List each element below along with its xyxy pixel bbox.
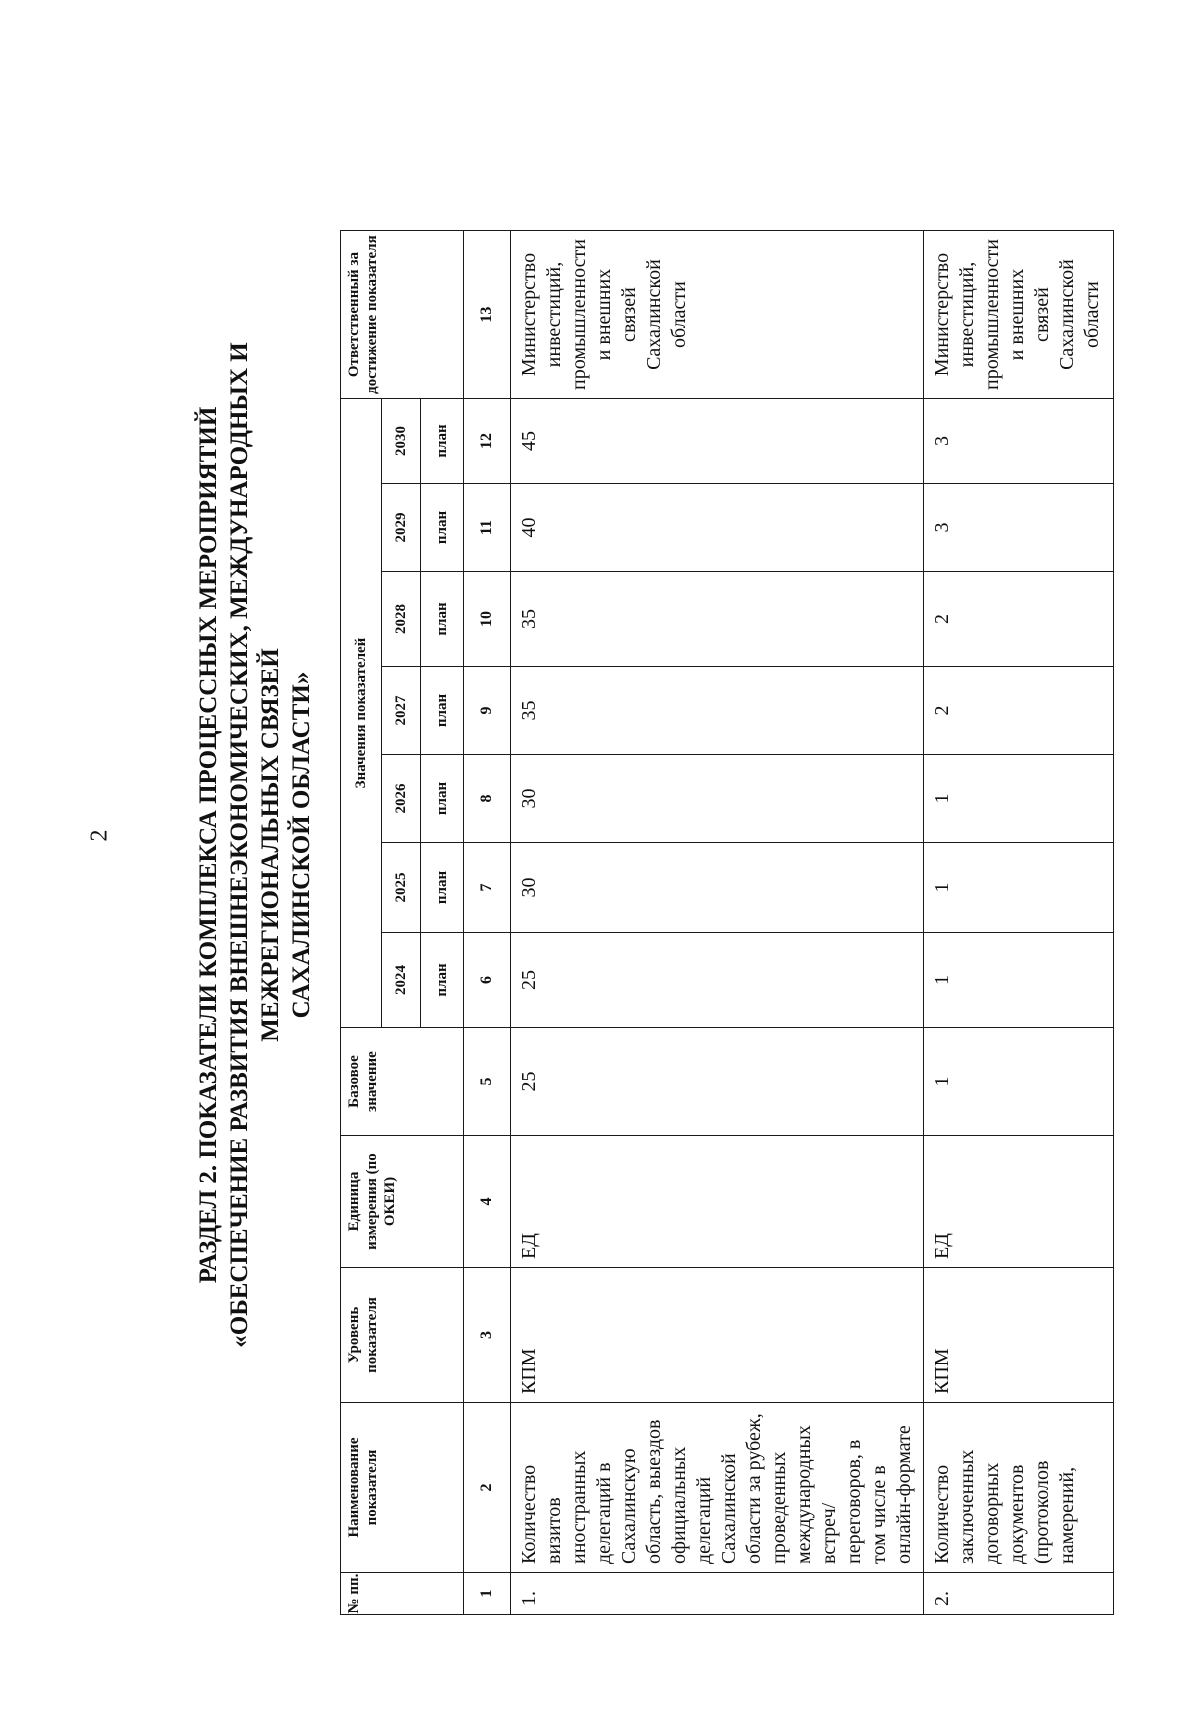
col-number: 10 [464, 572, 511, 667]
indicators-table [340, 230, 1114, 1615]
col-number: 4 [464, 1136, 511, 1268]
indicators-table-wrap [340, 230, 1114, 1615]
col-number: 5 [464, 1028, 511, 1136]
header-level: Уровень показателя [341, 1268, 464, 1403]
plan-label: план [421, 843, 464, 933]
header-year-2029: 2029 [382, 484, 421, 572]
column-number-row [464, 231, 511, 1615]
row-level: КПМ [511, 1268, 924, 1403]
row-num: 1. [511, 1573, 924, 1615]
header-responsible: Ответственный за достижение показателя [341, 231, 464, 399]
title-line-3: МЕЖРЕГИОНАЛЬНЫХ СВЯЗЕЙ [257, 648, 284, 1042]
row-value-2029: 3 [924, 484, 1114, 572]
header-year-2024: 2024 [382, 933, 421, 1028]
row-name: Количество визитов иностранных делегаций в Сахалинскую область, выездов официальных делегаций Сахалинской области за рубеж, проведенных международных встреч/переговоров, в том числе в онлайн-формате [511, 1403, 924, 1573]
col-number: 6 [464, 933, 511, 1028]
title-line-2: «ОБЕСПЕЧЕНИЕ РАЗВИТИЯ ВНЕШНЕЭКОНОМИЧЕСКИХ, МЕЖДУНАРОДНЫХ И [226, 342, 253, 1348]
plan-label: план [421, 667, 464, 755]
col-number: 2 [464, 1403, 511, 1573]
row-unit: ЕД [924, 1136, 1114, 1268]
col-number: 8 [464, 755, 511, 843]
header-year-2026: 2026 [382, 755, 421, 843]
plan-label: план [421, 484, 464, 572]
row-name: Количество заключенных договорных документов (протоколов намерений, [924, 1403, 1114, 1573]
col-number: 13 [464, 231, 511, 399]
plan-label: план [421, 933, 464, 1028]
row-value-2024: 25 [511, 933, 924, 1028]
row-value-2028: 35 [511, 572, 924, 667]
table-row [924, 231, 1114, 1615]
page-number: 2 [86, 829, 113, 842]
row-value-2027: 2 [924, 667, 1114, 755]
col-number: 3 [464, 1268, 511, 1403]
row-responsible: Министерство инвестиций, промышленности и внешних связей Сахалинской области [511, 231, 924, 399]
row-value-2030: 3 [924, 399, 1114, 484]
plan-label: план [421, 572, 464, 667]
col-number: 11 [464, 484, 511, 572]
row-responsible: Министерство инвестиций, промышленности и внешних связей Сахалинской области [924, 231, 1114, 399]
plan-label: план [421, 755, 464, 843]
row-base: 1 [924, 1028, 1114, 1136]
row-base: 25 [511, 1028, 924, 1136]
row-value-2026: 30 [511, 755, 924, 843]
row-value-2028: 2 [924, 572, 1114, 667]
header-year-2030: 2030 [382, 399, 421, 484]
row-value-2026: 1 [924, 755, 1114, 843]
plan-label: план [421, 399, 464, 484]
header-unit: Единица измерения (по ОКЕИ) [341, 1136, 464, 1268]
row-level: КПМ [924, 1268, 1114, 1403]
col-number: 9 [464, 667, 511, 755]
row-num: 2. [924, 1573, 1114, 1615]
title-line-4: САХАЛИНСКОЙ ОБЛАСТИ» [288, 671, 315, 1019]
header-year-2028: 2028 [382, 572, 421, 667]
row-value-2030: 45 [511, 399, 924, 484]
section-title [170, 40, 340, 1650]
row-value-2025: 30 [511, 843, 924, 933]
header-year-2025: 2025 [382, 843, 421, 933]
header-num: № пп. [341, 1573, 464, 1615]
row-value-2027: 35 [511, 667, 924, 755]
title-line-1: РАЗДЕЛ 2. ПОКАЗАТЕЛИ КОМПЛЕКСА ПРОЦЕССНЫХ МЕРОПРИЯТИЙ [195, 406, 222, 1284]
col-number: 7 [464, 843, 511, 933]
header-values: Значения показателей [341, 399, 382, 1028]
row-value-2025: 1 [924, 843, 1114, 933]
table-row [511, 231, 924, 1615]
col-number: 12 [464, 399, 511, 484]
row-value-2029: 40 [511, 484, 924, 572]
col-number: 1 [464, 1573, 511, 1615]
row-unit: ЕД [511, 1136, 924, 1268]
header-year-2027: 2027 [382, 667, 421, 755]
header-name: Наименование показателя [341, 1403, 464, 1573]
row-value-2024: 1 [924, 933, 1114, 1028]
rotated-page-content [170, 40, 1103, 1650]
header-base: Базовое значение [341, 1028, 464, 1136]
